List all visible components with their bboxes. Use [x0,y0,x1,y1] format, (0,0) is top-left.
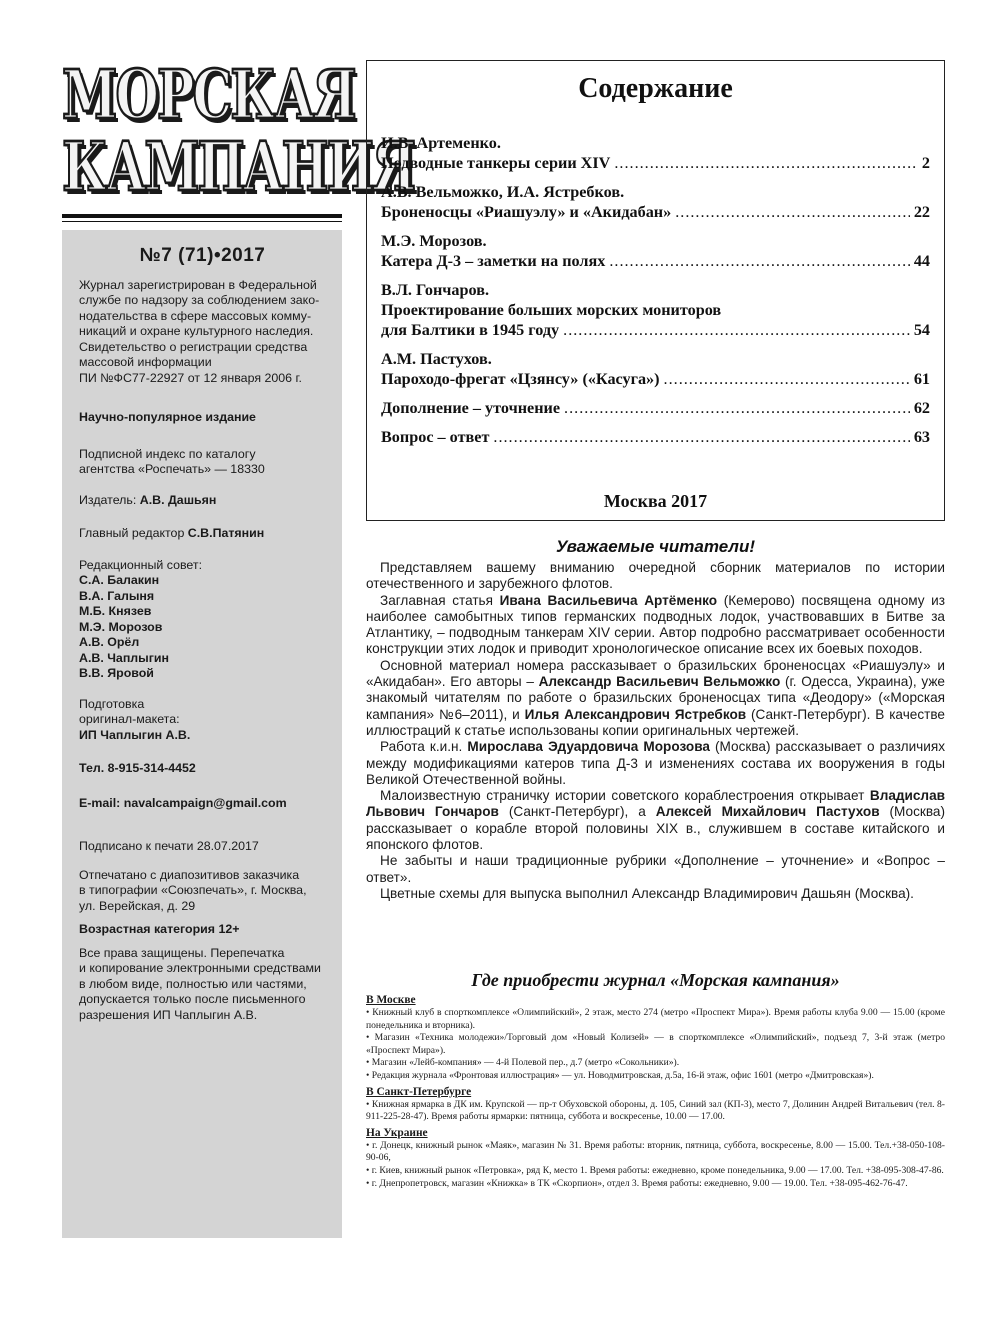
toc-entry-title: Дополнение – уточнение [381,399,561,417]
region-heading: В Санкт-Петербурге [366,1085,472,1098]
toc-entry [381,280,930,340]
intro-paragraph [366,886,945,902]
toc-entry-title: Броненосцы «Риашуэлу» и «Акидабан» [381,203,672,221]
toc-page-number: 62 [913,399,930,417]
where-to-buy-list [366,991,945,1190]
intro-paragraph [366,658,945,739]
intro-paragraph [366,739,945,788]
registration-line: нодательства в сфере массовых комму- [79,308,312,323]
council-member: А.В. Орёл [79,635,140,649]
logo-line-1: МОРСКАЯ [62,54,355,135]
phone: Тел. 8-915-314-4452 [79,761,196,775]
author-name: Александр Васильевич Вельможко [538,674,781,690]
subscription-info [79,447,326,478]
shop-item: • Книжная ярмарка в ДК им. Крупской — пр-т Обуховской обороны, д. 105, Синий зал (КП-3), место 7, Долинин Андрей Витальевич (тел. 8-911-225-28-47). Время работы ярмарки: пятница, суббота и воскресенье, 10.00 — 17.00. [366,1098,945,1123]
registration-line: Свидетельство о регистрации средства [79,339,308,354]
editor-name: С.В.Патянин [187,526,265,540]
where-to-buy-heading: Где приобрести журнал «Морская кампания» [471,970,840,990]
masthead-rule-thin [62,221,342,222]
toc-leader-dots [675,202,910,222]
table-of-contents [366,60,945,521]
shop-item: • г. Днепропетровск, магазин «Книжка» в ТК «Скорпион», отдел 3. Время работы: ежедневно, 9.00 — 19.00. Тел. +38-095-462-76-47. [366,1177,908,1189]
toc-entry [381,349,930,389]
magazine-logo [62,54,415,207]
intro-paragraph [366,788,945,853]
layout-name: ИП Чаплыгин А.В. [79,727,191,742]
toc-entry-row [381,202,930,222]
registration-line: никаций и охране культурного наследия. [79,324,314,338]
editorial-intro [366,560,945,902]
shop-item: • Редакция журнала «Фронтовая иллюстрация» — ул. Новодмитровская, д.5а, 16-й этаж, офис 1601 (метро «Дмитровская»). [366,1069,874,1081]
toc-leader-dots [609,251,909,271]
toc-page-number: 54 [913,321,930,339]
council-member: В.В. Яровой [79,666,154,680]
editor-label: Главный редактор [79,526,188,540]
edition-type: Научно-популярное издание [79,410,256,424]
copyright-line: в любом виде, полностью или частями, [79,976,307,991]
toc-entry [381,133,930,173]
paragraph-text: (Санкт-Петербург). В качестве иллюстраций к статье использованы копии оригинальных чертежей. [366,706,945,738]
shop-item: • Магазин «Лейб-компания» — 4-й Полевой пер., д.7 (метро «Сокольники»). [366,1057,680,1069]
toc-entry-line: В.Л. Гончаров. [381,281,489,299]
copyright-notice [79,946,326,1024]
toc-leader-dots [614,153,918,173]
copyright-line: разрешения ИП Чаплыгин А.В. [79,1007,258,1022]
paragraph-text: Не забыты и наши традиционные рубрики «Дополнение – уточнение» и «Вопрос – ответ». [366,853,945,885]
toc-entry-title: Пароходо-фрегат «Цзянсу» («Касуга») [381,370,660,388]
toc-entry-line: И.В. Артеменко. [381,134,501,152]
toc-entry-title: Вопрос – ответ [381,428,490,446]
toc-entry-line: А.М. Пастухов. [381,350,492,368]
toc-entry-row [381,251,930,271]
toc-leader-dots [563,320,910,340]
printing-line: ул. Верейская, д. 29 [79,898,196,913]
toc-leader-dots [564,398,910,418]
council-member: С.А. Балакин [79,573,160,587]
shop-item: • Магазин «Техника молодежи»/Торговый дом «Новый Колизей» — в спорткомплексе «Олимпийский», подъезд 7, 3-й этаж (метро «Проспект Мира»). [366,1032,945,1056]
toc-entry-row [381,320,930,340]
subscription-line: Подписной индекс по каталогу [79,446,256,461]
council-member: М.Б. Князев [79,604,152,618]
issue-number: №7 (71)•2017 [139,245,266,266]
toc-entry-row [381,369,930,389]
paragraph-text: Представляем вашему вниманию очередной сборник материалов по истории отечественного и зарубежного флотов. [366,560,945,592]
copyright-line: Все права защищены. Перепечатка [79,945,285,960]
toc-entry-title: Подводные танкеры серии XIV [381,154,611,172]
layout-label: Подготовка [79,696,145,711]
intro-paragraph [366,560,945,593]
signed-date: Подписано к печати 28.07.2017 [79,839,259,853]
subscription-line: агентства «Роспечать» — 18330 [79,462,265,476]
toc-leader-dots [493,427,909,447]
toc-entry-row [381,153,930,173]
toc-leader-dots [664,369,910,389]
publisher [79,493,326,509]
toc-entry-line: А.В. Вельможко, И.А. Ястребков. [381,183,625,201]
shop-item: • Книжный клуб в спорткомплексе «Олимпийский», 2 этаж, место 274 (метро «Проспект Мира»). Время работы клуба 9.00 — 15.00 (кроме понедельника и вторника). [366,1007,945,1031]
paragraph-text: Заглавная статья [380,592,500,608]
toc-entry-line: М.Э. Морозов. [381,232,487,250]
paragraph-text: (г. Одесса, Украина), уже знакомый читателям по работе о бразильских броненосцах типа «Деодору» («Морская кампания» №6–2011), и [366,674,945,722]
layout-preparation [79,697,326,744]
paragraph-text: Работа к.и.н. [380,739,468,755]
toc-entry [381,182,930,222]
toc-entry-row [381,427,930,447]
registration-info [79,278,326,387]
toc-page-number: 2 [921,154,930,172]
publisher-name: А.В. Дашьян [139,492,217,507]
toc-page-number: 61 [913,370,930,388]
imprint-sidebar [62,230,342,1238]
chief-editor [79,526,326,542]
region-heading: В Москве [366,994,416,1006]
toc-page-number: 44 [913,252,930,270]
email: E-mail: navalcampaign@gmail.com [79,795,287,810]
publication-place-year: Москва 2017 [603,491,708,511]
author-name: Владислав Львович Гончаров [366,788,945,820]
paragraph-text: Основной материал номера рассказывает о бразильских броненосцах «Риашуэлу» и «Акидабан». Его авторы – [366,657,945,690]
registration-line: ПИ №ФС77-22927 от 12 января 2006 г. [79,370,302,385]
registration-line: службе по надзору за соблюдением зако- [79,293,320,307]
age-rating: Возрастная категория 12+ [79,922,240,936]
region-heading: На Украине [366,1126,428,1139]
printing-info [79,868,326,915]
paragraph-text: (Санкт-Петербург), а [498,804,656,820]
author-name: Илья Александрович Ястребков [524,706,747,722]
paragraph-text: (Кемерово) посвящена одному из наиболее самобытных типов германских подводных лодок, участвовавших в Битве за Атлантику, – подводным танкерам XIV серии. Автор подробно рассматривает особенности конструкции этих лодок и приводит хронологическое описание всех их боевых походов. [366,592,945,657]
toc-entry [381,427,930,447]
toc-entry-title: для Балтики в 1945 году [381,321,560,339]
toc-entry [381,231,930,271]
paragraph-text: (Москва) рассказывает о различиях между модификациями катеров типа Д-3 и изменениях состава их вооружения в годы Великой Отечественной войны. [366,739,946,787]
intro-paragraph [366,853,945,886]
shop-item: • г. Донецк, книжный рынок «Маяк», магазин № 31. Время работы: вторник, пятница, суббота, воскресенье, 8.00 — 15.00. Тел.+38-050-108-90-06, [366,1139,945,1164]
publisher-label: Издатель: [79,492,140,507]
toc-entry [381,398,930,418]
registration-line: массовой информации [79,355,212,369]
printing-line: в типографии «Союзпечать», г. Москва, [79,883,307,897]
masthead-rule-thick [62,214,342,218]
greeting-heading: Уважаемые читатели! [555,537,756,556]
shop-item: • г. Киев, книжный рынок «Петровка», ряд К, место 1. Время работы: ежедневно, кроме понедельника, 9.00 — 17.00. Тел. +38-095-308-47-86. [366,1164,944,1176]
contents-title: Содержание [578,73,733,104]
intro-paragraph [366,593,945,658]
registration-line: Журнал зарегистрирован в Федеральной [79,277,317,292]
author-name: Мирослава Эдуардовича Морозова [467,739,710,755]
paragraph-text: Цветные схемы для выпуска выполнил Александр Владимирович Дашьян (Москва). [380,885,914,901]
author-name: Алексей Михайлович Пастухов [655,804,880,820]
printing-line: Отпечатано с диапозитивов заказчика [79,867,300,882]
council-member: А.В. Чаплыгин [79,650,170,665]
author-name: Ивана Васильевича Артёменко [499,592,718,608]
toc-list [381,133,930,456]
toc-page-number: 22 [913,203,930,221]
toc-page-number: 63 [913,428,930,446]
copyright-line: допускается только после письменного [79,992,306,1006]
council-member: В.А. Галыня [79,588,155,603]
editorial-council [79,558,326,682]
council-label: Редакционный совет: [79,557,203,572]
toc-entry-row [381,398,930,418]
layout-label: оригинал-макета: [79,712,180,726]
paragraph-text: (Москва) рассказывает о корабле второй половины XIX в., служившем в составе китайского и японского флотов. [366,804,945,853]
logo-line-2: КАМПАНИЯ [62,126,415,207]
toc-entry-line: Проектирование больших морских мониторов [381,301,722,319]
council-member: М.Э. Морозов [79,619,163,634]
paragraph-text: Малоизвестную страничку истории советского кораблестроения открывает [380,788,870,804]
toc-entry-title: Катера Д-3 – заметки на полях [381,252,606,270]
copyright-line: и копирование электронными средствами [79,961,321,975]
